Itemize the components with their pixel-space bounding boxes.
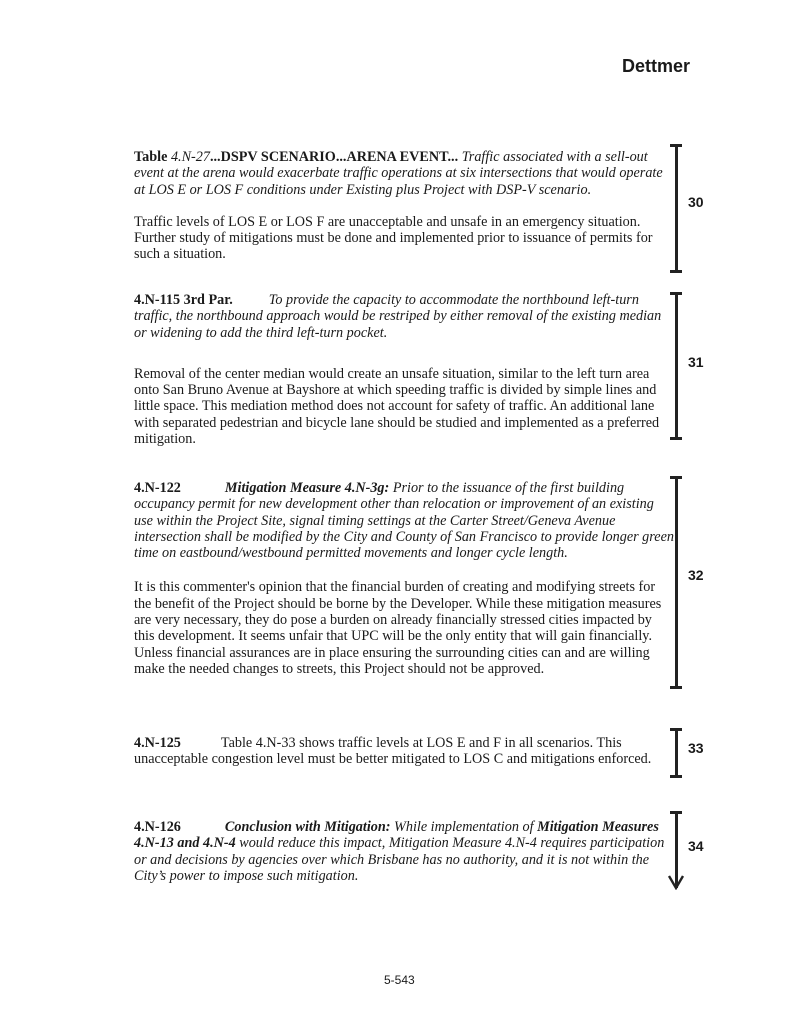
comment-34-bracket xyxy=(670,811,682,888)
comment-30-quote xyxy=(134,149,674,198)
comment-31-response: Removal of the center median would create an unsafe situation, similar to the left turn area onto San Bruno Avenue at Bayshore at which speeding traffic is divided by simple lines and little space. This mediation method does not account for safety of traffic. An additional lane with separated pedestrian and bicycle lane should be studied and implemented as a preferred mitigation. xyxy=(134,365,660,448)
comment-33 xyxy=(134,735,674,768)
comment-31 xyxy=(134,292,674,447)
comment-34-quote-part2: would reduce this impact, Mitigation Measure 4.N-4 requires participation or and decisions by agencies over which Brisbane has no authority, and it is not within the City’s power to impose such mitigation. xyxy=(134,835,665,884)
comment-32-quote-text: Prior to the issuance of the first building occupancy permit for new development other than relocation or improvement of an existing use within the Project Site, signal timing settings at the Carter Street/Geneva Avenue intersection shall be modified by the City and County of San Francisco to provide longer green time on eastbound/westbound permitted movements and longer cycle length. xyxy=(134,480,674,562)
comment-30-ref-title: ...DSPV SCENARIO...ARENA EVENT... xyxy=(209,149,459,165)
comment-31-bracket xyxy=(670,292,682,440)
comment-32-quote xyxy=(134,480,674,561)
comment-32-ref: 4.N-122 xyxy=(134,480,181,496)
comment-32-response: It is this commenter's opinion that the financial burden of creating and modifying streets for the benefit of the Project should be borne by the Developer. While these mitigation measures are very necessary, they do pose a burden on already financially stressed cities impacted by this development. It seems unfair that UPC will be the only entity that will gain financially. Unless financial assurances are in place ensuring the surrounding cities can and are willing make the needed changes to streets, this Project should not be approved. xyxy=(134,579,662,677)
comment-30-number: 30 xyxy=(688,194,704,210)
comment-34-number: 34 xyxy=(688,838,704,854)
comment-33-number: 33 xyxy=(688,740,704,756)
commenter-name: Dettmer xyxy=(622,56,691,76)
comment-32-measure: Mitigation Measure 4.N-3g: xyxy=(224,480,390,496)
comment-33-body: Table 4.N-33 shows traffic levels at LOS E and F in all scenarios. This unacceptable congestion level must be better mitigated to LOS C and mitigations enforced. xyxy=(134,735,652,768)
comment-31-quote-text: To provide the capacity to accommodate the northbound left-turn traffic, the northbound approach would be restriped by either removal of the existing median or widening to add the third left-turn pocket. xyxy=(134,292,662,341)
comment-34-quote-part1: While implementation of xyxy=(394,819,534,835)
comment-30-quote-text: Traffic associated with a sell-out event at the arena would exacerbate traffic operations at six intersections that would operate at LOS E or LOS F conditions under Existing plus Project with DSP-V scenario. xyxy=(134,149,663,198)
comment-32-number: 32 xyxy=(688,567,704,583)
comment-31-number: 31 xyxy=(688,354,704,370)
comment-34-measures: Mitigation Measures 4.N-13 and 4.N-4 xyxy=(134,819,659,852)
comment-30-ref-table: 4.N-27 xyxy=(170,149,210,165)
arrow-down-icon xyxy=(666,870,686,890)
comment-30-ref: Table xyxy=(134,149,168,165)
comment-34-text xyxy=(134,819,674,884)
comment-31-quote xyxy=(134,292,674,341)
comment-33-text xyxy=(134,735,674,768)
comment-32-bracket xyxy=(670,476,682,689)
comment-34-ref: 4.N-126 xyxy=(134,819,181,835)
comment-31-ref: 4.N-115 3rd Par. xyxy=(134,292,233,308)
comment-30-response: Traffic levels of LOS E or LOS F are unacceptable and unsafe in an emergency situation. Further study of mitigations must be done and implemented prior to issuance of permits for such a situation. xyxy=(134,213,653,263)
comment-33-bracket xyxy=(670,728,682,778)
comment-33-ref: 4.N-125 xyxy=(134,735,181,751)
comment-30-bracket xyxy=(670,144,682,273)
comment-32 xyxy=(134,480,674,677)
comment-34-conclusion-label: Conclusion with Mitigation: xyxy=(224,819,391,835)
page-number: 5-543 xyxy=(384,973,415,987)
comment-30 xyxy=(134,149,674,263)
comment-34 xyxy=(134,819,674,884)
